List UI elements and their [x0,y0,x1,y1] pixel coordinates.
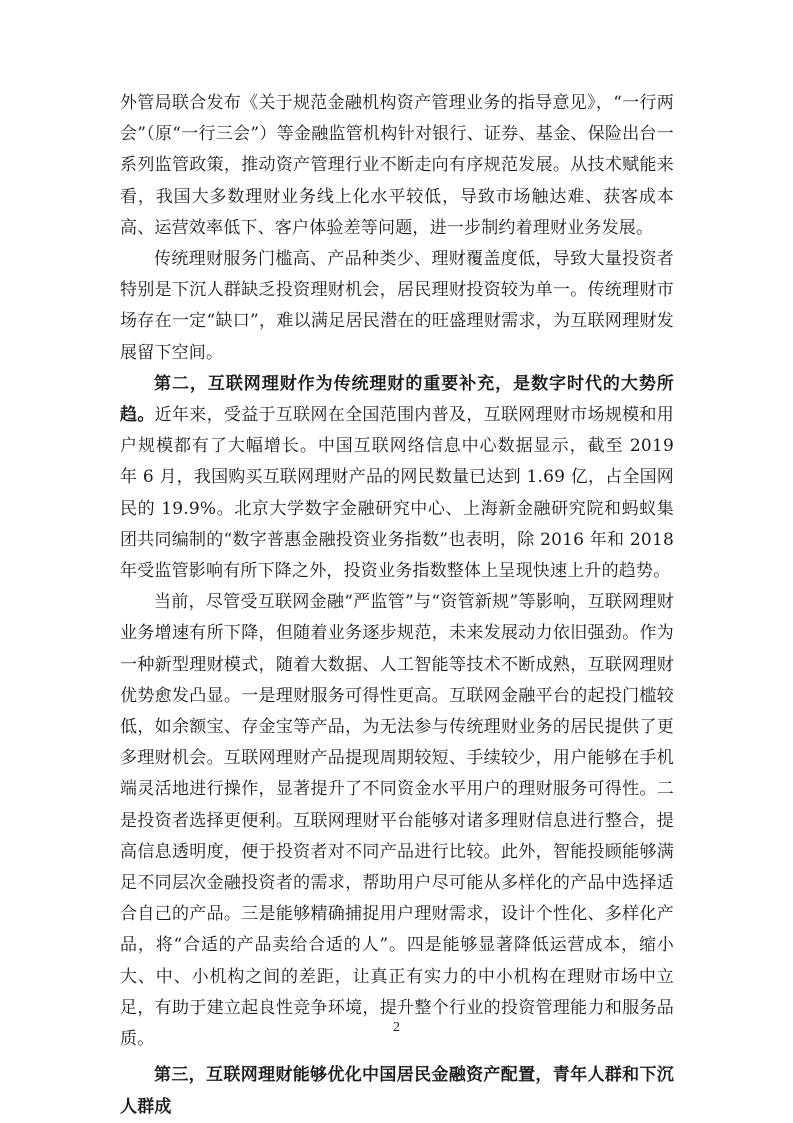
paragraph-5 [120,1060,674,1122]
paragraph-2-text: 传统理财服务门槛高、产品种类少、理财覆盖度低，导致大量投资者特别是下沉人群缺乏投资理财机会，居民理财投资较为单一。传统理财市场存在一定“缺口”，难以满足居民潜在的旺盛理财需求，为互联网理财发展留下空间。 [120,249,674,363]
paragraph-2 [120,244,674,369]
paragraph-1 [120,88,674,244]
paragraph-4 [120,587,674,1055]
paragraph-5-lead: 第三，互联网理财能够优化中国居民金融资产配置，青年人群和下沉人群成 [120,1065,674,1117]
paragraph-3-text: 近年来，受益于互联网在全国范围内普及，互联网理财市场规模和用户规模都有了大幅增长。中国互联网络信息中心数据显示，截至 2019 年 6 月，我国购买互联网理财产品的网民数量已达到 1.69 亿，占全国网民的 19.9%。北京大学数字金融研究中心、上海新金融研究院和蚂蚁集团共同编制的“数字普惠金融投资业务指数”也表明，除 2016 年和 2018 年受监管影响有所下降之外，投资业务指数整体上呈现快速上升的趋势。 [120,405,675,582]
document-body [120,88,674,1123]
paragraph-1-text: 外管局联合发布《关于规范金融机构资产管理业务的指导意见》，“一行两会”（原“一行三会”）等金融监管机构针对银行、证券、基金、保险出台一系列监管政策，推动资产管理行业不断走向有序规范发展。从技术赋能来看，我国大多数理财业务线上化水平较低，导致市场触达难、获客成本高、运营效率低下、客户体验差等问题，进一步制约着理财业务发展。 [120,93,674,238]
page-number: 2 [393,1020,400,1035]
paragraph-4-text: 当前，尽管受互联网金融“严监管”与“资管新规”等影响，互联网理财业务增速有所下降，但随着业务逐步规范，未来发展动力依旧强劲。作为一种新型理财模式，随着大数据、人工智能等技术不断成熟，互联网理财优势愈发凸显。一是理财服务可得性更高。互联网金融平台的起投门槛较低，如余额宝、存金宝等产品，为无法参与传统理财业务的居民提供了更多理财机会。互联网理财产品提现周期较短、手续较少，用户能够在手机端灵活地进行操作，显著提升了不同资金水平用户的理财服务可得性。二是投资者选择更便利。互联网理财平台能够对诸多理财信息进行整合，提高信息透明度，便于投资者对不同产品进行比较。此外，智能投顾能够满足不同层次金融投资者的需求，帮助用户尽可能从多样化的产品中选择适合自己的产品。三是能够精确捕捉用户理财需求，设计个性化、多样化产品，将“合适的产品卖给合适的人”。四是能够显著降低运营成本，缩小大、中、小机构之间的差距，让真正有实力的中小机构在理财市场中立足，有助于建立起良性竞争环境，提升整个行业的投资管理能力和服务品质。 [120,592,674,1050]
paragraph-3 [120,369,674,587]
paragraph-3-lead: 第二，互联网理财作为传统理财的重要补充，是数字时代的大势所趋。 [120,373,674,426]
